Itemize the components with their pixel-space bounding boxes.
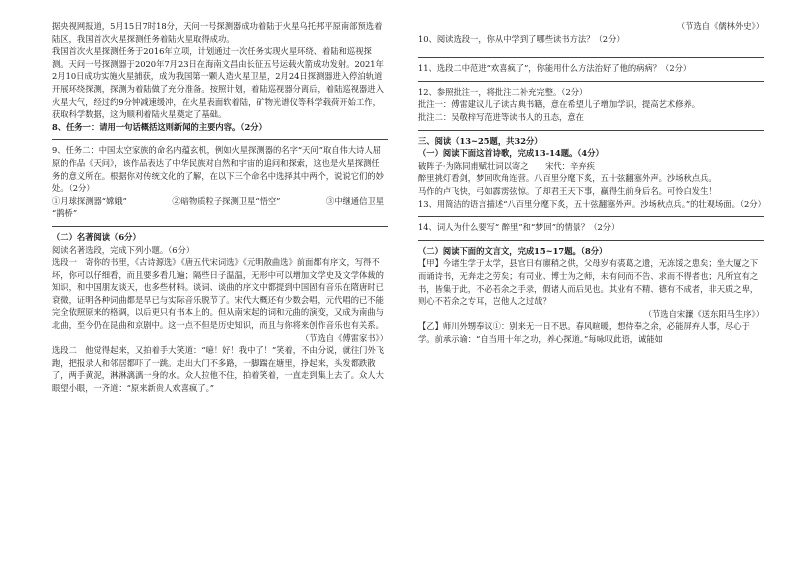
section-3-title: 三、阅读（13~25题，共32分） <box>418 135 543 146</box>
answer-line-8 <box>52 139 388 140</box>
poem-line-1: 醉里挑灯看剑，梦回吹角连营。八百里分麾下炙，五十弦翻塞外声。沙场秋点兵。 <box>418 173 717 184</box>
news-paragraph-1: 据央视网报道，5月15日7时18分，天问一号探测器成功着陆于火星乌托邦平原南部预选着陆区，我国首次火星探测任务着陆火星取得成功。 <box>52 21 383 44</box>
option-3-continued: “鹊桥” <box>52 208 78 219</box>
section-2-intro: 阅读名著选段，完成下列小题。（6分） <box>52 244 195 255</box>
annotation-1: 批注一：傅雷建议儿子读古典书籍，意在希望儿子增加学识，提高艺术修养。 <box>418 99 701 110</box>
section-3-part-2-title: （二）阅读下面的文言文，完成15~17题。（8分） <box>418 245 608 256</box>
section-3-part-1-title: （一）阅读下面这首诗歌，完成13-14题。（4分） <box>418 148 604 159</box>
option-3: ③中继通信卫星 <box>325 195 384 206</box>
answer-line-12 <box>418 130 764 131</box>
poem-title: 破阵子·为陈同甫赋壮词以寄之 宋代：辛弃疾 <box>418 160 595 171</box>
excerpt-2-source: （节选自《儒林外史》） <box>676 21 764 31</box>
answer-line-13 <box>418 216 764 217</box>
question-11: 11、选段二中范进“欢喜疯了”，你能用什么方法治好了他的病病？（2分） <box>418 63 692 74</box>
excerpt-1: 选段一 寄你的书里，《古诗源选》《唐五代宋词选》《元明散曲选》前面都有序文，写得不坏，你可以仔细看，而且要多看几遍；隔些日子温温，无形中可以增加文学史及文学体裁的知识，和中国朋友谈天，也多些材料。谈词、谈曲的序文中都提到中国固有音乐在隋唐时已衰微，证明各种词曲都是早已与实际音乐脱节了。宋代大概还有少数会唱，元代唱的已不能完全依照原来的格调，以后更只有书本上的。但从南宋起的词和元曲的演变，又成为南曲与北曲，至今仍在昆曲和京剧中。这一点不但是历史知识，而且与你将来创作音乐也有关系。 <box>52 257 384 331</box>
answer-line-10 <box>418 57 764 58</box>
right-column <box>410 0 794 561</box>
annotation-2: 批注二：吴敬梓写范进等读书人的丑态，意在 <box>418 111 584 122</box>
news-paragraph-2: 我国首次火星探测任务于2016年立项，计划通过一次任务实现火星环绕、着陆和巡视探测。天问一号探测器于2020年7月23日在海南文昌由长征五号运载火箭成功发射。2021年2月10日成功实施火星捕获，成为我国第一颗人造火星卫星，2月24日探测器进入停泊轨道开展环绕探测，探测为着陆做了充分准备。按照计划，着陆巡视器分离后，着陆巡视器进入火星大气，经过约9分钟减速缓冲，在火星表面软着陆，矿物光谱仪等科学载荷开始工作，获取科学数据，这为顺利着陆火星奠定了基础。 <box>52 46 384 120</box>
question-9: 9、任务二：中国太空家族的命名内蕴玄机，例如火星探测器的名字“天问”取自伟大诗人屈原的作品《天问》，该作品表达了中华民族对自然和宇宙的追问和探索，这也是火星探测任务的意义所在。根据你对传统文化的了解，在以下三个命名中选择其中两个，说说它们的妙处。（2分） <box>52 145 384 194</box>
question-8: 8、任务一：请用一句话概括这则新闻的主要内容。（2分） <box>52 121 267 132</box>
excerpt-1-source: （节选自《傅雷家书》） <box>300 332 388 343</box>
answer-line-11 <box>418 81 764 82</box>
left-column <box>0 0 394 561</box>
question-14: 14、词人为什么要写“ 醉里”和“梦回”的情景？（2分） <box>418 222 620 233</box>
classical-text-jia: 【甲】今诸生学于太学，县官日有廪稍之供，父母岁有裘葛之遗，无冻馁之患矣；坐大厦之下而诵诗书，无奔走之劳矣；有司业、博士为之师，未有问而不告、求而不得者也；凡所宜有之书，皆集于此，不必若余之手录，假诸人而后见也。其业有不精、德有不成者，非天质之卑，则心不若余之专耳，岂他人之过哉？ <box>418 258 759 307</box>
classical-text-jia-source: （节选自宋濂《送东阳马生序》） <box>643 308 764 319</box>
option-1: ①月球探测器“嫦娥” <box>52 195 127 206</box>
classical-text-yi: 【乙】师川外甥奉议①：别来无一日不思。春风暄暖，想侍奉之余，必能屏弃人事，尽心于学。前承示谕：“自当用十年之功，养心探道。”每咏叹此语，诚能如 <box>418 321 750 344</box>
question-13: 13、用简洁的语言描述“八百里分麾下炙，五十弦翻塞外声。沙场秋点兵。”的壮观场面。（2分） <box>418 198 766 209</box>
naming-options <box>52 195 388 208</box>
poem-line-2: 马作的卢飞快，弓如霹雳弦惊。了却君王天下事，赢得生前身后名。可怜白发生！ <box>418 185 717 196</box>
excerpt-2: 选段二 他觉得起来，又拍着手大笑道：“噫！好！我中了！”笑着，不由分说，就往门外飞跑，把报录人和邻居都吓了一跳。走出大门不多路，一脚踹在塘里，挣起来，头发都跌散了，两手黄泥，淋淋漓漓一身的水。众人拉他不住，拍着笑着，一直走到集上去了。众人大眼望小眼，一齐道：“原来新贵人欢喜疯了。” <box>52 345 385 394</box>
question-10: 10、阅读选段一，你从中学到了哪些读书方法？（2分） <box>418 33 625 44</box>
answer-line-14 <box>418 240 764 241</box>
answer-line-9 <box>52 226 388 227</box>
section-2-title: （二）名著阅读（6分） <box>52 231 141 242</box>
option-2: ②暗物质粒子探测卫星“悟空” <box>172 195 281 206</box>
question-12: 12、参照批注一，将批注二补充完整。（2分） <box>418 86 588 97</box>
